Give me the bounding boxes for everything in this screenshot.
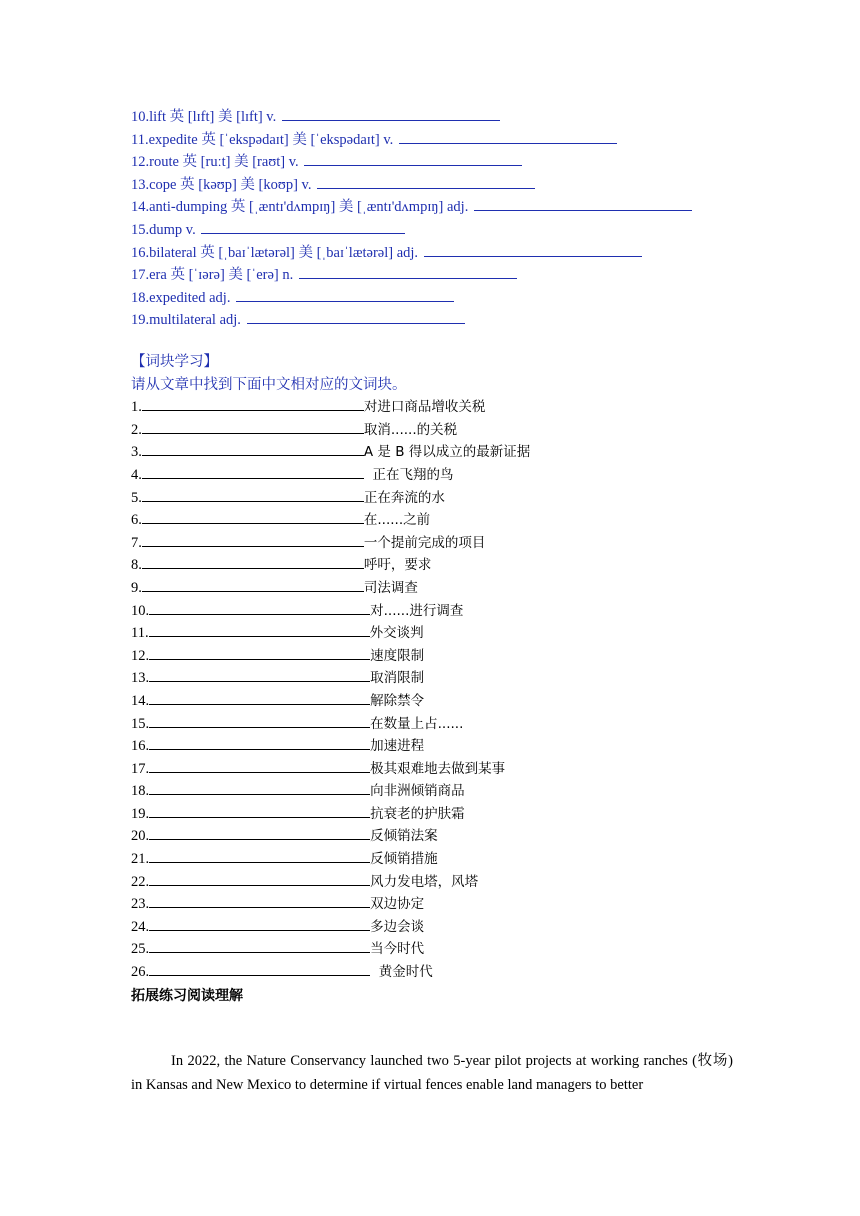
answer-blank[interactable] — [236, 289, 454, 302]
chunk-item — [131, 554, 771, 577]
chunk-number: 2. — [131, 421, 142, 438]
chunk-number: 9. — [131, 579, 142, 596]
chunk-chinese: 一个提前完成的项目 — [363, 534, 486, 551]
chunk-chinese: 对进口商品增收关税 — [363, 399, 486, 416]
answer-blank[interactable] — [474, 198, 692, 211]
chunk-chinese: 加速进程 — [370, 738, 425, 755]
answer-blank[interactable] — [149, 963, 370, 976]
answer-blank[interactable] — [399, 131, 617, 144]
vocab-text: 19.multilateral adj. — [131, 312, 245, 329]
chunk-number: 10. — [131, 602, 150, 619]
answer-blank[interactable] — [149, 760, 370, 773]
chunk-item — [131, 532, 771, 555]
vocab-item — [131, 106, 771, 129]
chunk-chinese: 抗衰老的护肤霜 — [370, 805, 465, 822]
chunk-item — [131, 871, 771, 894]
answer-blank[interactable] — [142, 466, 364, 479]
chunk-list — [131, 396, 771, 983]
answer-blank[interactable] — [142, 534, 364, 547]
chunk-number: 21. — [131, 851, 150, 868]
chunk-number: 16. — [131, 738, 150, 755]
answer-blank[interactable] — [142, 398, 364, 411]
answer-blank[interactable] — [149, 715, 370, 728]
chunk-number: 22. — [131, 873, 150, 890]
vocab-item — [131, 129, 771, 152]
chunk-chinese: 外交谈判 — [369, 625, 424, 642]
chunk-item — [131, 667, 771, 690]
chunk-chinese: 对......进行调查 — [370, 602, 464, 619]
answer-blank[interactable] — [149, 895, 370, 908]
chunk-chinese: 正在奔流的水 — [363, 489, 445, 506]
answer-blank[interactable] — [317, 176, 535, 189]
chunk-number: 18. — [131, 783, 150, 800]
answer-blank[interactable] — [149, 647, 370, 660]
vocab-item — [131, 242, 771, 265]
vocab-text: 12.route 英 [ruːt] 美 [raʊt] v. — [131, 154, 303, 171]
extension-title: 拓展练习阅读理解 — [131, 988, 243, 1004]
answer-blank[interactable] — [149, 782, 370, 795]
answer-blank[interactable] — [149, 624, 370, 637]
chunk-chinese: 反倾销法案 — [370, 828, 438, 845]
vocab-text: 11.expedite 英 [ˈekspədaɪt] 美 [ˈekspədaɪt] v. — [131, 131, 397, 148]
answer-blank[interactable] — [282, 108, 500, 121]
answer-blank[interactable] — [149, 805, 370, 818]
answer-blank[interactable] — [142, 489, 364, 502]
chunk-item — [131, 622, 771, 645]
chunk-item — [131, 803, 771, 826]
chunk-learning-section — [131, 351, 771, 984]
chunk-number: 1. — [131, 399, 142, 416]
chunk-number: 26. — [131, 964, 150, 981]
chunk-number: 11. — [131, 625, 149, 642]
chunk-chinese: 速度限制 — [370, 647, 425, 664]
answer-blank[interactable] — [149, 827, 370, 840]
chunk-chinese: 黄金时代 — [370, 964, 433, 981]
chunk-item — [131, 825, 771, 848]
chunk-number: 4. — [131, 466, 142, 483]
chunk-chinese: 多边会谈 — [370, 918, 425, 935]
chunk-number: 19. — [131, 805, 150, 822]
answer-blank[interactable] — [149, 669, 370, 682]
chunk-number: 25. — [131, 941, 150, 958]
answer-blank[interactable] — [142, 421, 364, 434]
vocab-text: 15.dump v. — [131, 221, 200, 238]
chunk-number: 15. — [131, 715, 150, 732]
chunk-number: 7. — [131, 534, 142, 551]
vocab-item — [131, 264, 771, 287]
answer-blank[interactable] — [149, 602, 370, 615]
chunk-item — [131, 780, 771, 803]
chunk-chinese: 解除禁令 — [370, 692, 425, 709]
answer-blank[interactable] — [304, 153, 522, 166]
vocab-text: 14.anti-dumping 英 [ˌæntɪ'dʌmpɪŋ] 美 [ˌæntɪ'dʌmpɪŋ] adj. — [131, 199, 472, 216]
chunk-number: 20. — [131, 828, 150, 845]
chunk-item — [131, 600, 771, 623]
answer-blank[interactable] — [142, 511, 364, 524]
chunk-item — [131, 487, 771, 510]
chunk-number: 6. — [131, 512, 142, 529]
vocab-text: 13.cope 英 [kəʊp] 美 [koʊp] v. — [131, 176, 316, 193]
chunk-chinese: 司法调查 — [363, 579, 418, 596]
vocab-item — [131, 219, 771, 242]
chunk-item — [131, 938, 771, 961]
vocab-item — [131, 287, 771, 310]
chunk-item — [131, 419, 771, 442]
chunk-item — [131, 893, 771, 916]
chunk-chinese: 在数量上占...... — [370, 715, 464, 732]
chunk-number: 23. — [131, 896, 150, 913]
answer-blank[interactable] — [201, 221, 405, 234]
chunk-number: 13. — [131, 670, 150, 687]
section-instruction: 请从文章中找到下面中文相对应的文词块。 — [131, 376, 407, 393]
chunk-item — [131, 509, 771, 532]
answer-blank[interactable] — [149, 873, 370, 886]
vocab-text: 17.era 英 [ˈɪərə] 美 [ˈerə] n. — [131, 267, 297, 284]
answer-blank[interactable] — [149, 918, 370, 931]
chunk-chinese: 在......之前 — [363, 512, 431, 529]
chunk-chinese: 取消限制 — [370, 670, 425, 687]
section-title: 【词块学习】 — [131, 354, 218, 370]
chunk-number: 3. — [131, 444, 142, 461]
answer-blank[interactable] — [142, 556, 364, 569]
chunk-chinese: 风力发电塔，风塔 — [370, 873, 479, 890]
chunk-item — [131, 735, 771, 758]
chunk-number: 12. — [131, 647, 150, 664]
answer-blank[interactable] — [149, 940, 370, 953]
chunk-chinese: A 是 B 得以成立的最新证据 — [363, 444, 531, 461]
vocab-text: 16.bilateral 英 [ˌbaɪˈlætərəl] 美 [ˌbaɪˈlætərəl] adj. — [131, 244, 422, 261]
chunk-chinese: 双边协定 — [370, 896, 425, 913]
vocab-item — [131, 309, 771, 332]
chunk-item — [131, 645, 771, 668]
chunk-item — [131, 916, 771, 939]
chunk-item — [131, 441, 771, 464]
chunk-item — [131, 396, 771, 419]
chunk-item — [131, 690, 771, 713]
chunk-item — [131, 464, 771, 487]
answer-blank[interactable] — [149, 737, 370, 750]
chunk-chinese: 极其艰难地去做到某事 — [370, 760, 506, 777]
vocab-item — [131, 196, 771, 219]
chunk-chinese: 向非洲倾销商品 — [370, 783, 465, 800]
answer-blank[interactable] — [142, 443, 364, 456]
vocab-text: 18.expedited adj. — [131, 289, 235, 306]
chunk-number: 14. — [131, 692, 150, 709]
chunk-chinese: 当今时代 — [370, 941, 425, 958]
chunk-item — [131, 713, 771, 736]
chunk-number: 24. — [131, 918, 150, 935]
chunk-item — [131, 848, 771, 871]
chunk-chinese: 正在飞翔的鸟 — [363, 466, 454, 483]
answer-blank[interactable] — [247, 311, 465, 324]
chunk-chinese: 呼吁，要求 — [363, 557, 432, 574]
reading-passage: In 2022, the Nature Conservancy launched two 5-year pilot projects at working ranches (牧场) in Kansas and New Mexico to determine if virtual fences enable land managers to better — [131, 1053, 733, 1093]
chunk-item — [131, 577, 771, 600]
vocab-text: 10.lift 英 [lɪft] 美 [lɪft] v. — [131, 109, 280, 125]
answer-blank[interactable] — [299, 266, 517, 279]
answer-blank[interactable] — [149, 692, 370, 705]
chunk-chinese: 取消......的关税 — [363, 421, 458, 438]
chunk-item — [131, 758, 771, 781]
vocab-item — [131, 151, 771, 174]
answer-blank[interactable] — [142, 579, 364, 592]
chunk-number: 8. — [131, 557, 142, 574]
vocabulary-list — [131, 106, 771, 332]
vocab-item — [131, 174, 771, 197]
answer-blank[interactable] — [149, 850, 370, 863]
chunk-chinese: 反倾销措施 — [370, 851, 438, 868]
answer-blank[interactable] — [424, 244, 642, 257]
chunk-item — [131, 961, 771, 984]
chunk-number: 5. — [131, 489, 142, 506]
chunk-number: 17. — [131, 760, 150, 777]
